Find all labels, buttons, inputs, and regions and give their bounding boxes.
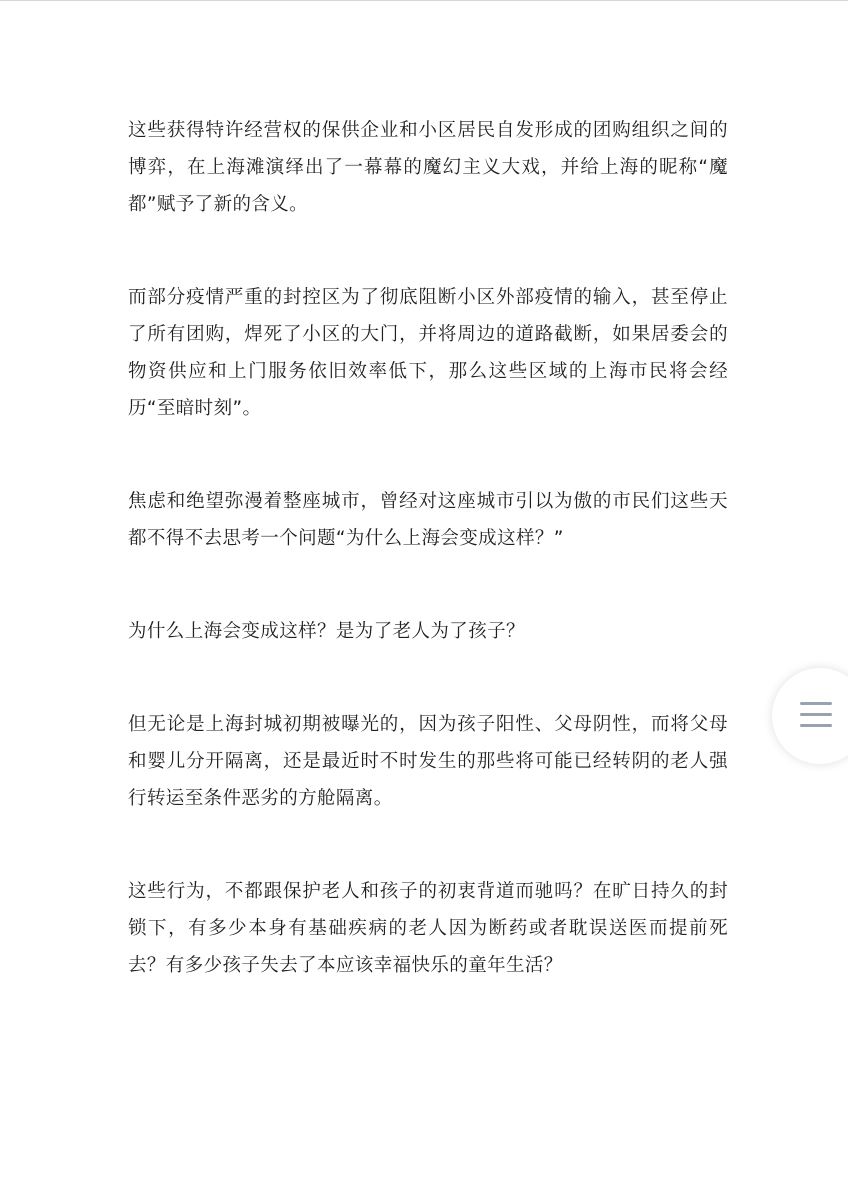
article-paragraph: 这些获得特许经营权的保供企业和小区居民自发形成的团购组织之间的博弈，在上海滩演绎出了一幕幕的魔幻主义大戏，并给上海的昵称“魔都”赋予了新的含义。 (128, 120, 728, 215)
article-paragraph: 为什么上海会变成这样？是为了老人为了孩子？ (128, 621, 525, 642)
article-paragraph: 这些行为，不都跟保护老人和孩子的初衷背道而驰吗？在旷日持久的封锁下，有多少本身有基础疾病的老人因为断药或者耽误送医而提前死去？有多少孩子失去了本应该幸福快乐的童年生活？ (128, 881, 728, 976)
floating-menu-button[interactable] (772, 668, 848, 764)
top-divider (0, 0, 848, 1)
article-paragraph: 而部分疫情严重的封控区为了彻底阻断小区外部疫情的输入，甚至停止了所有团购，焊死了小区的大门，并将周边的道路截断，如果居委会的物资供应和上门服务依旧效率低下，那么这些区域的上海市民将会经历“至暗时刻”。 (128, 287, 728, 419)
article-paragraph: 焦虑和绝望弥漫着整座城市，曾经对这座城市引以为傲的市民们这些天都不得不去思考一个问题“为什么上海会变成这样？” (128, 491, 728, 549)
article-paragraph: 但无论是上海封城初期被曝光的，因为孩子阳性、父母阴性，而将父母和婴儿分开隔离，还是最近时不时发生的那些将可能已经转阴的老人强行转运至条件恶劣的方舱隔离。 (128, 714, 728, 809)
hamburger-menu-icon (800, 700, 832, 730)
article-body (128, 112, 728, 984)
